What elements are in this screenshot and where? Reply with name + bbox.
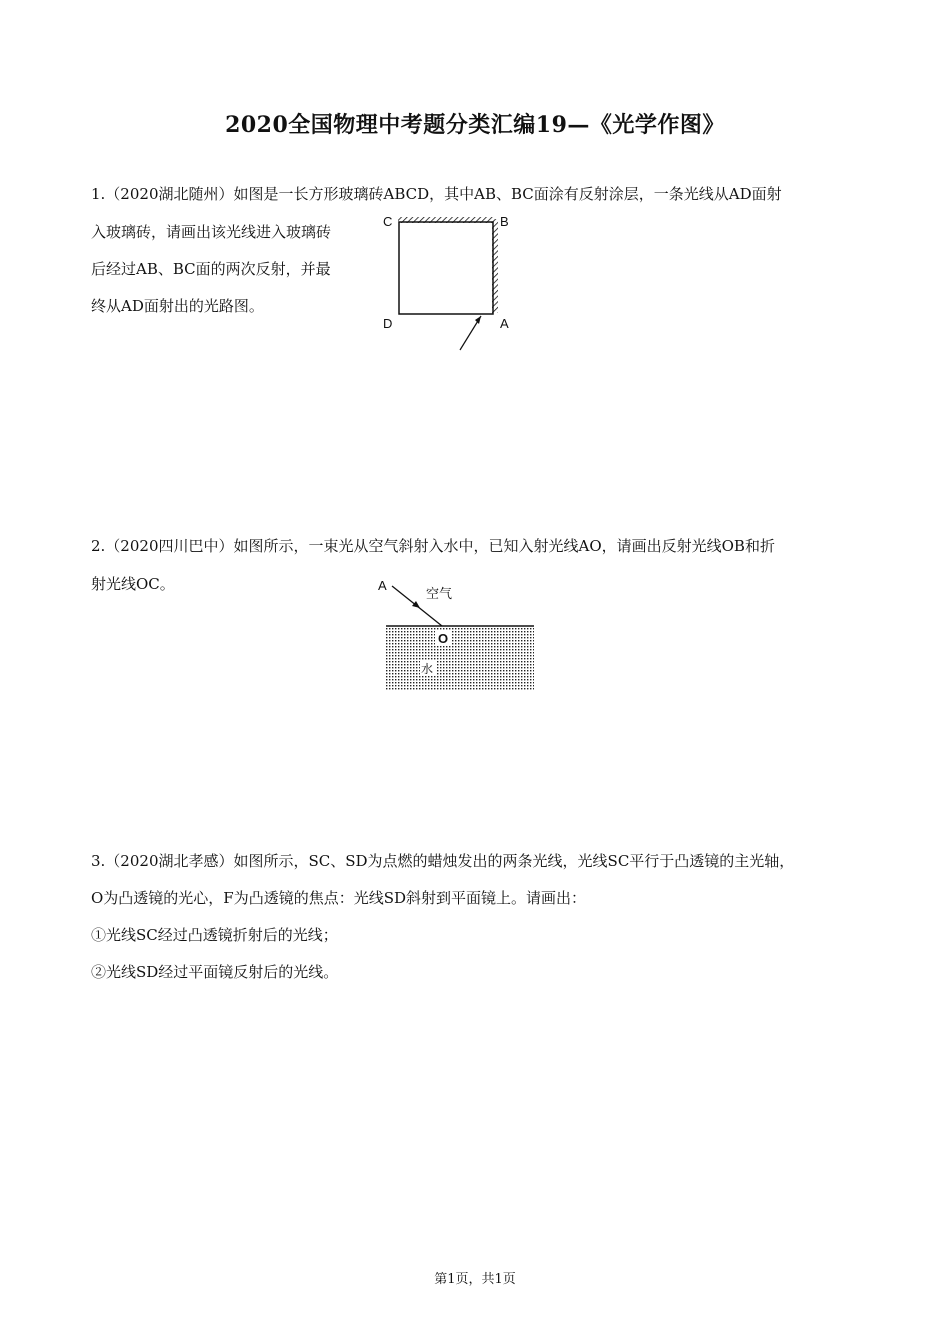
q2-line-1: 2.（2020四川巴中）如图所示，一束光从空气斜射入水中，已知入射光线AO，请画出反射光线OB和折 bbox=[91, 537, 775, 555]
label-o: O bbox=[438, 631, 449, 646]
q3-line-1: 3.（2020湖北孝感）如图所示，SC、SD为点燃的蜡烛发出的两条光线，光线SC平行于凸透镜的主光轴， bbox=[91, 852, 795, 870]
q3-line-4: ②光线SD经过平面镜反射后的光线。 bbox=[91, 963, 339, 981]
label-d: D bbox=[383, 316, 393, 331]
page-title: 2020全国物理中考题分类汇编19—《光学作图》 bbox=[225, 112, 725, 138]
page-footer: 第1页，共1页 bbox=[434, 1272, 516, 1287]
label-c: C bbox=[383, 214, 393, 229]
water-region bbox=[386, 626, 534, 690]
label-a: A bbox=[500, 316, 509, 331]
incident-ray-arrow bbox=[475, 316, 481, 324]
q1-line-4: 终从AD面射出的光路图。 bbox=[91, 297, 264, 315]
q3-line-2: O为凸透镜的光心，F为凸透镜的焦点：光线SD斜射到平面镜上。请画出： bbox=[91, 889, 587, 907]
incident-ray-ao-arrow bbox=[412, 601, 420, 608]
q1-line-3: 后经过AB、BC面的两次反射，并最 bbox=[91, 260, 331, 278]
label-water: 水 bbox=[421, 662, 434, 676]
label-a: A bbox=[378, 578, 387, 593]
label-air: 空气 bbox=[426, 587, 453, 602]
q3-line-3: ①光线SC经过凸透镜折射后的光线； bbox=[91, 926, 338, 944]
q2-line-2: 射光线OC。 bbox=[91, 575, 175, 593]
glass-brick bbox=[399, 222, 493, 314]
label-b: B bbox=[500, 214, 509, 229]
q1-line-1: 1.（2020湖北随州）如图是一长方形玻璃砖ABCD，其中AB、BC面涂有反射涂层，一条光线从AD面射 bbox=[91, 185, 782, 203]
air-water-figure bbox=[374, 574, 540, 696]
glass-brick-figure bbox=[378, 206, 528, 356]
q1-line-2: 入玻璃砖，请画出该光线进入玻璃砖 bbox=[91, 223, 332, 241]
